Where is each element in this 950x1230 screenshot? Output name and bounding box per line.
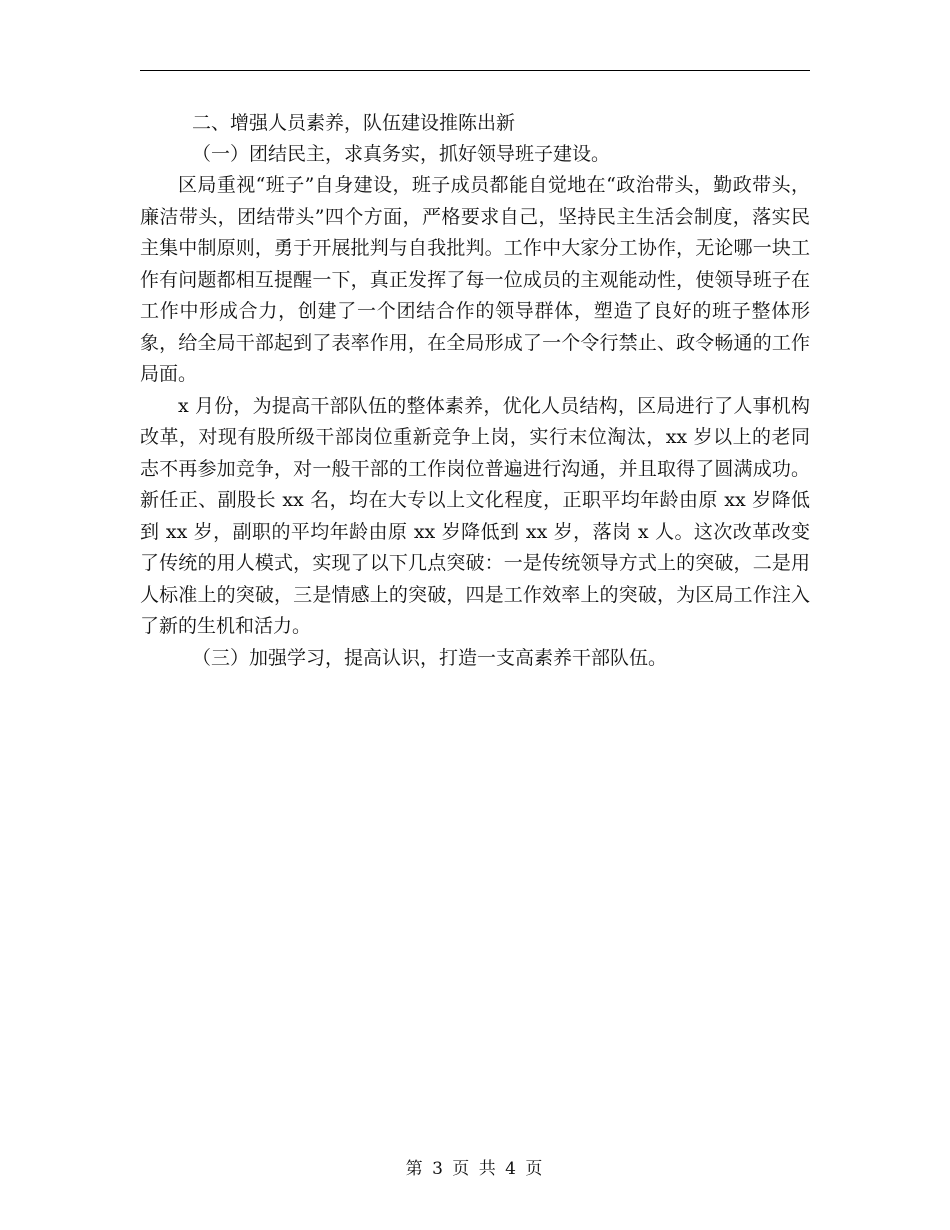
- sub-heading-1: （一）团结民主，求真务实，抓好领导班子建设。: [192, 143, 611, 165]
- page-number-footer: 第 3 页 共 4 页: [405, 1159, 545, 1179]
- header-rule: [140, 70, 810, 71]
- document-body: [140, 108, 810, 674]
- paragraph-1: 区局重视“班子”自身建设，班子成员都能自觉地在“政治带头，勤政带头，廉洁带头，团结带头”四个方面，严格要求自己，坚持民主生活会制度，落实民主集中制原则，勇于开展批判与自我批判。工作中大家分工协作，无论哪一块工作有问题都相互提醒一下，真正发挥了每一位成员的主观能动性，使领导班子在工作中形成合力，创建了一个团结合作的领导群体，塑造了良好的班子整体形象，给全局干部起到了表率作用，在全局形成了一个令行禁止、政令畅通的工作局面。: [140, 174, 810, 385]
- section-heading: 二、增强人员素养，队伍建设推陈出新: [192, 112, 516, 134]
- paragraph-2: x 月份，为提高干部队伍的整体素养，优化人员结构，区局进行了人事机构改革，对现有股所级干部岗位重新竞争上岗，实行末位淘汰，xx 岁以上的老同志不再参加竞争，对一般干部的工作岗位普遍进行沟通，并且取得了圆满成功。新任正、副股长 xx 名，均在大专以上文化程度，正职平均年龄由原 xx 岁降低到 xx 岁，副职的平均年龄由原 xx 岁降低到 xx 岁，落岗 x 人。这次改革改变了传统的用人模式，实现了以下几点突破：一是传统领导方式上的突破，二是用人标准上的突破，三是情感上的突破，四是工作效率上的突破，为区局工作注入了新的生机和活力。: [140, 394, 810, 637]
- sub-heading-3: （三）加强学习，提高认识，打造一支高素养干部队伍。: [192, 646, 668, 669]
